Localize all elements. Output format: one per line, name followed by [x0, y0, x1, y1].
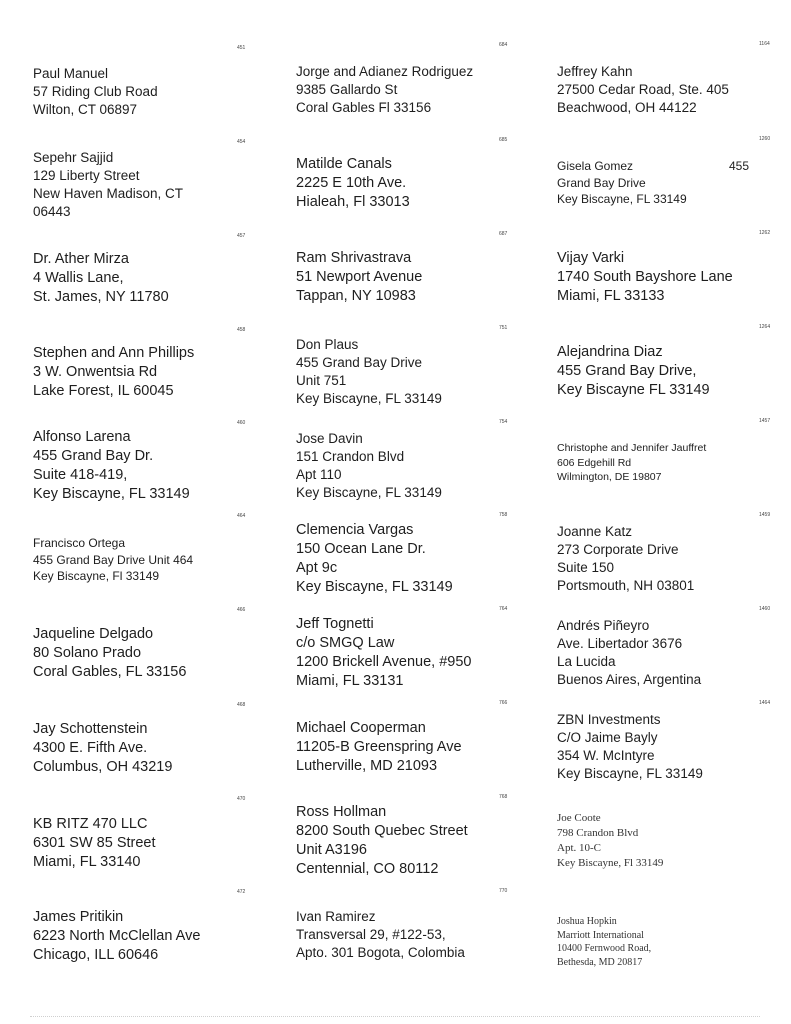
- address-line: 129 Liberty Street: [33, 168, 140, 183]
- address-block: [296, 63, 473, 117]
- address-line: Coral Gables, FL 33156: [33, 664, 187, 680]
- recipient-name: Dr. Ather Mirza: [33, 251, 129, 267]
- bottom-edge-rule: [30, 1016, 760, 1017]
- address-line: 273 Corporate Drive: [557, 542, 679, 557]
- address-line: Apt 9c: [296, 560, 338, 576]
- address-block: [33, 149, 183, 221]
- address-line: Key Biscayne FL 33149: [557, 382, 710, 398]
- address-block: [557, 249, 733, 306]
- address-block: [557, 523, 694, 595]
- recipient-name: Clemencia Vargas: [296, 522, 414, 538]
- address-block: [33, 535, 193, 585]
- recipient-name: Paul Manuel: [33, 66, 109, 81]
- label-number: 754: [499, 419, 508, 425]
- address-line: 1740 South Bayshore Lane: [557, 269, 733, 285]
- address-block: [557, 811, 663, 871]
- address-line: Key Biscayne, FL 33149: [296, 391, 442, 406]
- address-line: Key Biscayne, Fl 33149: [33, 569, 160, 583]
- address-line: Apto. 301 Bogota, Colombia: [296, 945, 465, 960]
- address-block: [557, 915, 651, 969]
- label-number: 468: [237, 702, 246, 708]
- recipient-name: Jeffrey Kahn: [557, 64, 633, 79]
- recipient-name: Jaqueline Delgado: [33, 626, 154, 642]
- address-line: Unit 751: [296, 373, 347, 388]
- address-line: Miami, FL 33140: [33, 854, 141, 870]
- address-line: New Haven Madison, CT: [33, 186, 184, 201]
- address-block: [33, 720, 172, 777]
- address-line: Centennial, CO 80112: [296, 861, 439, 877]
- label-number: 451: [237, 45, 246, 51]
- address-line: 80 Solano Prado: [33, 645, 142, 661]
- address-block: [296, 249, 422, 306]
- recipient-name: Vijay Varki: [557, 250, 625, 266]
- address-line: Hialeah, Fl 33013: [296, 194, 410, 210]
- label-number: 1460: [759, 606, 771, 612]
- recipient-name: Alejandrina Diaz: [557, 344, 663, 360]
- recipient-name: James Pritikin: [33, 909, 124, 925]
- address-line: 4 Wallis Lane,: [33, 270, 124, 286]
- label-number: 1262: [759, 230, 771, 236]
- address-line: Beachwood, OH 44122: [557, 100, 697, 115]
- address-line: Key Biscayne, FL 33149: [557, 192, 687, 206]
- address-line: 27500 Cedar Road, Ste. 405: [557, 82, 729, 97]
- recipient-name: Don Plaus: [296, 337, 359, 352]
- recipient-name: Jose Davin: [296, 431, 363, 446]
- address-line: Buenos Aires, Argentina: [557, 672, 702, 687]
- address-line: Portsmouth, NH 03801: [557, 578, 695, 593]
- label-number: 1464: [759, 700, 771, 706]
- recipient-name: Jorge and Adianez Rodriguez: [296, 64, 474, 79]
- label-number: 1164: [759, 41, 770, 47]
- recipient-name: Joe Coote: [557, 812, 601, 824]
- address-line: Chicago, ILL 60646: [33, 947, 159, 963]
- label-number: 460: [237, 420, 246, 426]
- address-line: 06443: [33, 204, 71, 219]
- address-line: 6301 SW 85 Street: [33, 835, 156, 851]
- address-line: 798 Crandon Blvd: [557, 827, 639, 839]
- address-line: 606 Edgehill Rd: [557, 456, 632, 469]
- recipient-name: Alfonso Larena: [33, 429, 131, 445]
- address-block: [296, 521, 453, 597]
- unit-number: 455: [729, 159, 750, 173]
- address-line: 455 Grand Bay Drive,: [557, 363, 697, 379]
- address-line: Columbus, OH 43219: [33, 759, 173, 775]
- label-number: 466: [237, 607, 246, 613]
- address-line: C/O Jaime Bayly: [557, 730, 658, 745]
- address-line: Wilton, CT 06897: [33, 102, 138, 117]
- address-line: 57 Riding Club Road: [33, 84, 158, 99]
- address-line: Key Biscayne, FL 33149: [296, 579, 453, 595]
- address-line: 2225 E 10th Ave.: [296, 175, 407, 191]
- address-line: 151 Crandon Blvd: [296, 449, 405, 464]
- recipient-name: Christophe and Jennifer Jauffret: [557, 442, 707, 454]
- address-line: 455 Grand Bay Dr.: [33, 448, 154, 464]
- label-number: 685: [499, 137, 508, 143]
- recipient-name: Francisco Ortega: [33, 536, 126, 550]
- label-number: 1457: [759, 418, 771, 424]
- address-line: 455 Grand Bay Drive Unit 464: [33, 552, 194, 567]
- address-line: Lake Forest, IL 60045: [33, 383, 174, 399]
- recipient-name: KB RITZ 470 LLC: [33, 816, 148, 832]
- address-block: [557, 617, 701, 689]
- label-number: 764: [499, 606, 508, 612]
- address-line: 51 Newport Avenue: [296, 269, 423, 285]
- address-block: [557, 441, 706, 485]
- address-block: [296, 803, 468, 879]
- label-number: 1459: [759, 512, 771, 518]
- label-number: 464: [237, 513, 246, 519]
- address-line: La Lucida: [557, 654, 616, 669]
- address-line: 10400 Fernwood Road,: [557, 943, 652, 954]
- recipient-name: Jay Schottenstein: [33, 721, 148, 737]
- recipient-name: Sepehr Sajjid: [33, 150, 114, 165]
- label-number: 1264: [759, 324, 771, 330]
- recipient-name: Jeff Tognetti: [296, 616, 374, 632]
- address-line: Apt. 10-C: [557, 842, 601, 854]
- address-line: 11205-B Greenspring Ave: [296, 739, 462, 755]
- label-number: 770: [499, 888, 508, 894]
- address-line: Key Biscayne, FL 33149: [557, 766, 703, 781]
- label-number: 472: [237, 889, 246, 895]
- address-line: 1200 Brickell Avenue, #950: [296, 654, 472, 670]
- address-block: [557, 711, 703, 783]
- address-line: 455 Grand Bay Drive: [296, 355, 423, 370]
- label-number: 1260: [759, 136, 771, 142]
- address-line: 3 W. Onwentsia Rd: [33, 364, 158, 380]
- address-block: [296, 336, 442, 408]
- recipient-name: Ivan Ramirez: [296, 909, 376, 924]
- address-line: Tappan, NY 10983: [296, 288, 416, 304]
- label-number: 766: [499, 700, 508, 706]
- address-block: [33, 908, 200, 965]
- label-number: 687: [499, 231, 508, 237]
- address-line: Miami, FL 33133: [557, 288, 665, 304]
- address-line: Coral Gables Fl 33156: [296, 100, 432, 115]
- recipient-name: Joanne Katz: [557, 524, 633, 539]
- label-number: 768: [499, 794, 508, 800]
- recipient-name: Andrés Piñeyro: [557, 618, 650, 633]
- address-block: [557, 158, 687, 208]
- address-line: 4300 E. Fifth Ave.: [33, 740, 148, 756]
- address-line: 6223 North McClellan Ave: [33, 928, 201, 944]
- address-line: Key Biscayne, FL 33149: [33, 486, 190, 502]
- recipient-name: Stephen and Ann Phillips: [33, 345, 195, 361]
- recipient-name: Ram Shrivastrava: [296, 250, 412, 266]
- address-block: [33, 65, 158, 119]
- address-block: [296, 430, 442, 502]
- address-line: Apt 110: [296, 467, 342, 482]
- address-line: Lutherville, MD 21093: [296, 758, 438, 774]
- address-line: Miami, FL 33131: [296, 673, 404, 689]
- recipient-name: ZBN Investments: [557, 712, 661, 727]
- address-block: [296, 615, 471, 691]
- address-block: [33, 625, 186, 682]
- address-line: Grand Bay Drive: [557, 175, 646, 190]
- address-line: Suite 150: [557, 560, 615, 575]
- address-block: [33, 250, 169, 307]
- address-block: [296, 908, 465, 962]
- address-block: [33, 428, 190, 504]
- address-block: [33, 815, 156, 872]
- address-line: Transversal 29, #122-53,: [296, 927, 446, 942]
- label-number: 454: [237, 139, 246, 145]
- recipient-name: Michael Cooperman: [296, 720, 426, 736]
- address-block: [557, 63, 729, 117]
- label-number: 470: [237, 796, 246, 802]
- address-line: 9385 Gallardo St: [296, 82, 398, 97]
- address-block: [557, 343, 710, 400]
- recipient-name: Joshua Hopkin: [557, 916, 617, 927]
- recipient-name: Matilde Canals: [296, 156, 392, 172]
- address-block: [296, 155, 410, 212]
- address-line: Suite 418-419,: [33, 467, 128, 483]
- recipient-name: Gisela Gomez: [557, 159, 634, 173]
- address-line: 354 W. McIntyre: [557, 748, 655, 763]
- label-number: 458: [237, 327, 246, 333]
- label-number: 751: [499, 325, 508, 331]
- label-number: 457: [237, 233, 246, 239]
- recipient-name: Ross Hollman: [296, 804, 387, 820]
- address-line: 8200 South Quebec Street: [296, 823, 468, 839]
- address-line: Key Biscayne, Fl 33149: [557, 857, 664, 869]
- address-line: Unit A3196: [296, 842, 367, 858]
- label-number: 684: [499, 42, 508, 48]
- address-line: Marriott International: [557, 929, 644, 941]
- address-line: St. James, NY 11780: [33, 289, 169, 305]
- address-block: [33, 344, 194, 401]
- address-line: Key Biscayne, FL 33149: [296, 485, 442, 500]
- address-line: c/o SMGQ Law: [296, 635, 395, 651]
- address-line: 150 Ocean Lane Dr.: [296, 541, 426, 557]
- label-number: 758: [499, 512, 508, 518]
- address-line: Wilmington, DE 19807: [557, 471, 662, 483]
- address-line: Bethesda, MD 20817: [557, 956, 643, 968]
- address-line: Ave. Libertador 3676: [557, 636, 683, 651]
- address-block: [296, 719, 462, 776]
